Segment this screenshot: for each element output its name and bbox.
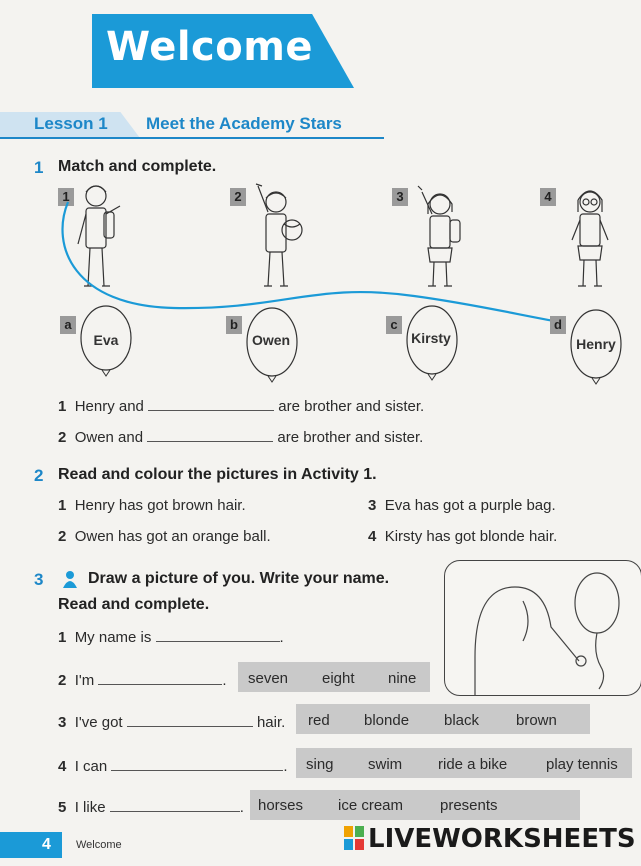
activity-3-item-1: 1 My name is . xyxy=(58,629,284,646)
activity-1-sentence-2: 2 Owen and are brother and sister. xyxy=(58,429,424,446)
balloon-letter-d: d xyxy=(550,316,566,334)
option-swim[interactable]: swim xyxy=(368,756,403,773)
activity-2-item-3: 3 Eva has got a purple bag. xyxy=(368,497,556,514)
option-blonde[interactable]: blonde xyxy=(364,712,410,729)
drawing-frame[interactable] xyxy=(444,560,641,696)
option-sing[interactable]: sing xyxy=(306,756,334,773)
option-eight[interactable]: eight xyxy=(322,670,355,687)
balloon-letter-a: a xyxy=(60,316,76,334)
page-number-tab xyxy=(0,832,62,858)
like-blank[interactable] xyxy=(110,797,240,812)
lesson-title: Meet the Academy Stars xyxy=(146,114,342,133)
option-horses[interactable]: horses xyxy=(258,797,304,814)
answer-blank-2[interactable] xyxy=(147,427,273,442)
hair-blank[interactable] xyxy=(127,712,253,727)
activity-3-instruction-1: Draw a picture of you. Write your name. xyxy=(88,570,390,587)
figure-number-2: 2 xyxy=(230,188,246,206)
balloon-kirsty-icon xyxy=(404,304,460,390)
activity-1-sentence-1: 1 Henry and are brother and sister. xyxy=(58,398,425,415)
liveworksheets-logo-icon xyxy=(344,826,364,850)
activity-3-number: 3 xyxy=(34,570,44,589)
balloon-letter-c: c xyxy=(386,316,402,334)
option-brown[interactable]: brown xyxy=(516,712,557,729)
liveworksheets-brand: LIVEWORKSHEETS xyxy=(368,824,636,854)
name-blank[interactable] xyxy=(156,627,280,642)
activity-2-number: 2 xyxy=(34,466,44,485)
person-icon xyxy=(62,570,78,588)
balloon-name-henry: Henry xyxy=(576,336,616,352)
lesson-label: Lesson 1 xyxy=(34,114,108,133)
activity-3-item-2: 2 I'm . xyxy=(58,672,227,689)
age-blank[interactable] xyxy=(98,670,222,685)
activity-3-item-3: 3 I've got hair. xyxy=(58,714,286,731)
figure-number-4: 4 xyxy=(540,188,556,206)
option-presents[interactable]: presents xyxy=(440,797,498,814)
footer-section: Welcome xyxy=(76,839,122,851)
girl-with-balloon-icon xyxy=(445,561,641,695)
balloon-name-eva: Eva xyxy=(93,332,119,348)
activity-2-item-1: 1 Henry has got brown hair. xyxy=(58,497,246,514)
activity-3-item-5: 5 I like . xyxy=(58,799,244,816)
option-play-tennis[interactable]: play tennis xyxy=(546,756,618,773)
page-title: Welcome xyxy=(106,24,314,70)
option-seven[interactable]: seven xyxy=(248,670,289,687)
answer-blank-1[interactable] xyxy=(148,396,274,411)
activity-1-instruction: Match and complete. xyxy=(58,158,217,175)
figure-number-1: 1 xyxy=(58,188,74,206)
page-number: 4 xyxy=(42,836,51,853)
balloon-name-owen: Owen xyxy=(251,332,291,348)
option-black[interactable]: black xyxy=(444,712,480,729)
activity-3-instruction-2: Read and complete. xyxy=(58,596,210,613)
ability-blank[interactable] xyxy=(111,756,283,771)
balloon-letter-b: b xyxy=(226,316,242,334)
option-red[interactable]: red xyxy=(308,712,330,729)
option-ice-cream[interactable]: ice cream xyxy=(338,797,404,814)
activity-2-item-4: 4 Kirsty has got blonde hair. xyxy=(368,528,558,545)
balloon-name-kirsty: Kirsty xyxy=(411,330,451,346)
activity-2-item-2: 2 Owen has got an orange ball. xyxy=(58,528,271,545)
figure-number-3: 3 xyxy=(392,188,408,206)
activity-1-number: 1 xyxy=(34,158,44,177)
option-ride-a-bike[interactable]: ride a bike xyxy=(438,756,508,773)
lesson-underline xyxy=(0,137,384,139)
option-nine[interactable]: nine xyxy=(388,670,417,687)
activity-2-instruction: Read and colour the pictures in Activity 1. xyxy=(58,466,377,483)
activity-3-item-4: 4 I can . xyxy=(58,758,288,775)
